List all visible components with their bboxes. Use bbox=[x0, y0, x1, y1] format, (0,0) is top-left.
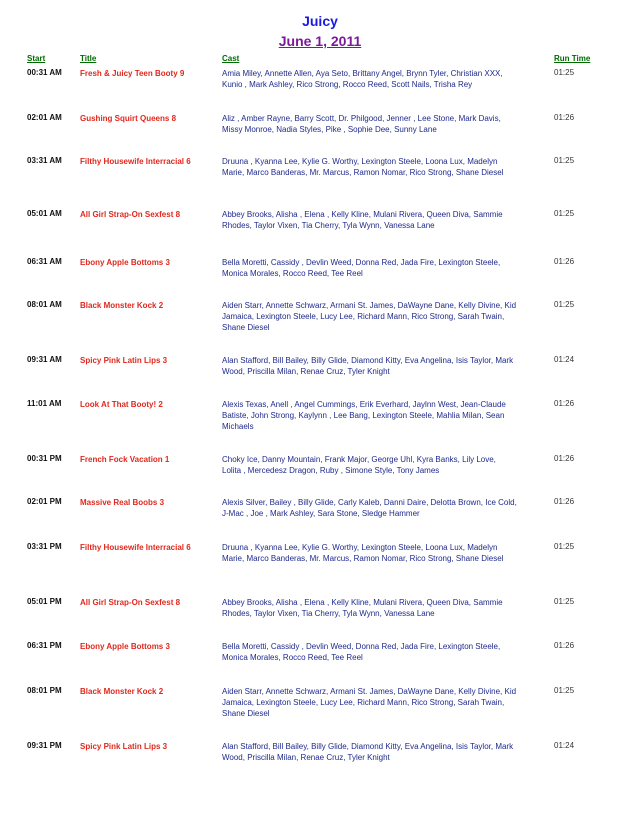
run-time: 01:25 bbox=[554, 597, 575, 606]
run-time: 01:26 bbox=[554, 497, 575, 506]
cast-list: Aiden Starr, Annette Schwarz, Armani St. James, DaWayne Dane, Kelly Divine, Kid Jamaica, Lexington Steele, Lucy Lee, Richard Mann, Rico Strong, Sarah Twain, Shane Diesel bbox=[222, 301, 517, 332]
program-title: Black Monster Kock 2 bbox=[80, 687, 164, 696]
cast-list: Alan Stafford, Bill Bailey, Billy Glide, Diamond Kitty, Eva Angelina, Isis Taylor, Mark Wood, Priscilla Milan, Renae Cruz, Tyler Knight bbox=[222, 742, 514, 762]
schedule-row bbox=[0, 300, 640, 360]
run-time: 01:26 bbox=[554, 454, 575, 463]
schedule-row bbox=[0, 542, 640, 602]
cast-list: Abbey Brooks, Alisha , Elena , Kelly Kline, Mulani Rivera, Queen Diva, Sammie Rhodes, Taylor Vixen, Tia Cherry, Tyla Wynn, Vanessa Lane bbox=[222, 210, 503, 230]
cast-list: Abbey Brooks, Alisha , Elena , Kelly Kline, Mulani Rivera, Queen Diva, Sammie Rhodes, Taylor Vixen, Tia Cherry, Tyla Wynn, Vanessa Lane bbox=[222, 598, 503, 618]
cast-list: Alan Stafford, Bill Bailey, Billy Glide, Diamond Kitty, Eva Angelina, Isis Taylor, Mark Wood, Priscilla Milan, Renae Cruz, Tyler Knight bbox=[222, 356, 514, 376]
run-time: 01:25 bbox=[554, 686, 575, 695]
cast-list: Bella Moretti, Cassidy , Devlin Weed, Donna Red, Jada Fire, Lexington Steele, Monica Morales, Rocco Reed, Tee Reel bbox=[222, 258, 501, 278]
program-title: Look At That Booty! 2 bbox=[80, 400, 163, 409]
cast-list: Aiden Starr, Annette Schwarz, Armani St. James, DaWayne Dane, Kelly Divine, Kid Jamaica, Lexington Steele, Lucy Lee, Richard Mann, Rico Strong, Sarah Twain, Shane Diesel bbox=[222, 687, 517, 718]
start-time: 09:31 AM bbox=[27, 355, 62, 364]
start-time: 02:01 AM bbox=[27, 113, 62, 122]
header-title: Title bbox=[80, 54, 97, 63]
start-time: 03:31 AM bbox=[27, 156, 62, 165]
start-time: 05:01 PM bbox=[27, 597, 62, 606]
run-time: 01:25 bbox=[554, 156, 575, 165]
schedule-row bbox=[0, 741, 640, 801]
program-title: Spicy Pink Latin Lips 3 bbox=[80, 742, 168, 751]
program-title: Ebony Apple Bottoms 3 bbox=[80, 642, 170, 651]
schedule-row bbox=[0, 156, 640, 216]
run-time: 01:26 bbox=[554, 399, 575, 408]
start-time: 05:01 AM bbox=[27, 209, 62, 218]
program-title: Spicy Pink Latin Lips 3 bbox=[80, 356, 168, 365]
start-time: 11:01 AM bbox=[27, 399, 62, 408]
schedule-row bbox=[0, 686, 640, 746]
program-title: Filthy Housewife Interracial 6 bbox=[80, 543, 191, 552]
program-title: Gushing Squirt Queens 8 bbox=[80, 114, 177, 123]
schedule-date bbox=[0, 33, 640, 51]
header-runtime: Run Time bbox=[554, 54, 591, 63]
program-title: Ebony Apple Bottoms 3 bbox=[80, 258, 170, 267]
run-time: 01:26 bbox=[554, 257, 575, 266]
program-title: Massive Real Boobs 3 bbox=[80, 498, 165, 507]
run-time: 01:26 bbox=[554, 641, 575, 650]
program-title: All Girl Strap-On Sexfest 8 bbox=[80, 598, 181, 607]
cast-list: Druuna , Kyanna Lee, Kylie G. Worthy, Lexington Steele, Loona Lux, Madelyn Marie, Marco Banderas, Mr. Marcus, Ramon Nomar, Rico Strong, Shane Diesel bbox=[222, 543, 504, 563]
cast-list: Druuna , Kyanna Lee, Kylie G. Worthy, Lexington Steele, Loona Lux, Madelyn Marie, Marco Banderas, Mr. Marcus, Ramon Nomar, Rico Strong, Shane Diesel bbox=[222, 157, 504, 177]
schedule-date-text: June 1, 2011 bbox=[278, 33, 362, 49]
program-title: French Fock Vacation 1 bbox=[80, 455, 170, 464]
run-time: 01:24 bbox=[554, 355, 575, 364]
program-title: Black Monster Kock 2 bbox=[80, 301, 164, 310]
start-time: 03:31 PM bbox=[27, 542, 62, 551]
start-time: 02:01 PM bbox=[27, 497, 62, 506]
start-time: 09:31 PM bbox=[27, 741, 62, 750]
header-start: Start bbox=[27, 54, 46, 63]
schedule-row bbox=[0, 399, 640, 459]
cast-list: Alexis Texas, Anell , Angel Cummings, Erik Everhard, Jaylnn West, Jean-Claude Batiste, John Strong, Kaylynn , Lee Bang, Lexington Steele, Mahlia Milan, Sean Michaels bbox=[222, 400, 506, 431]
start-time: 08:01 PM bbox=[27, 686, 62, 695]
cast-list: Aliz , Amber Rayne, Barry Scott, Dr. Philgood, Jenner , Lee Stone, Mark Davis, Missy Monroe, Nadia Styles, Pike , Sophie Dee, Sunny Lane bbox=[222, 114, 501, 134]
start-time: 00:31 PM bbox=[27, 454, 62, 463]
start-time: 00:31 AM bbox=[27, 68, 62, 77]
start-time: 06:31 PM bbox=[27, 641, 62, 650]
run-time: 01:26 bbox=[554, 113, 575, 122]
cast-list: Alexis Silver, Bailey , Billy Glide, Carly Kaleb, Danni Daire, Delotta Brown, Ice Cold, J-Mac , Joe , Mark Ashley, Sara Stone, Sledge Hammer bbox=[222, 498, 517, 518]
program-title: All Girl Strap-On Sexfest 8 bbox=[80, 210, 181, 219]
channel-title: Juicy bbox=[302, 13, 338, 29]
run-time: 01:25 bbox=[554, 542, 575, 551]
run-time: 01:25 bbox=[554, 209, 575, 218]
header-cast: Cast bbox=[222, 54, 240, 63]
cast-list: Choky Ice, Danny Mountain, Frank Major, George Uhl, Kyra Banks, Lily Love, Lolita , Mercedesz Dragon, Ruby , Simone Style, Tony James bbox=[222, 455, 496, 475]
run-time: 01:25 bbox=[554, 68, 575, 77]
cast-list: Bella Moretti, Cassidy , Devlin Weed, Donna Red, Jada Fire, Lexington Steele, Monica Morales, Rocco Reed, Tee Reel bbox=[222, 642, 501, 662]
run-time: 01:24 bbox=[554, 741, 575, 750]
run-time: 01:25 bbox=[554, 300, 575, 309]
program-title: Fresh & Juicy Teen Booty 9 bbox=[80, 69, 185, 78]
program-title: Filthy Housewife Interracial 6 bbox=[80, 157, 191, 166]
cast-list: Amia Miley, Annette Allen, Aya Seto, Brittany Angel, Brynn Tyler, Christian XXX, Kunio , Mark Ashley, Rico Strong, Rocco Reed, Scott Nails, Trisha Rey bbox=[222, 69, 503, 89]
start-time: 08:01 AM bbox=[27, 300, 62, 309]
start-time: 06:31 AM bbox=[27, 257, 62, 266]
